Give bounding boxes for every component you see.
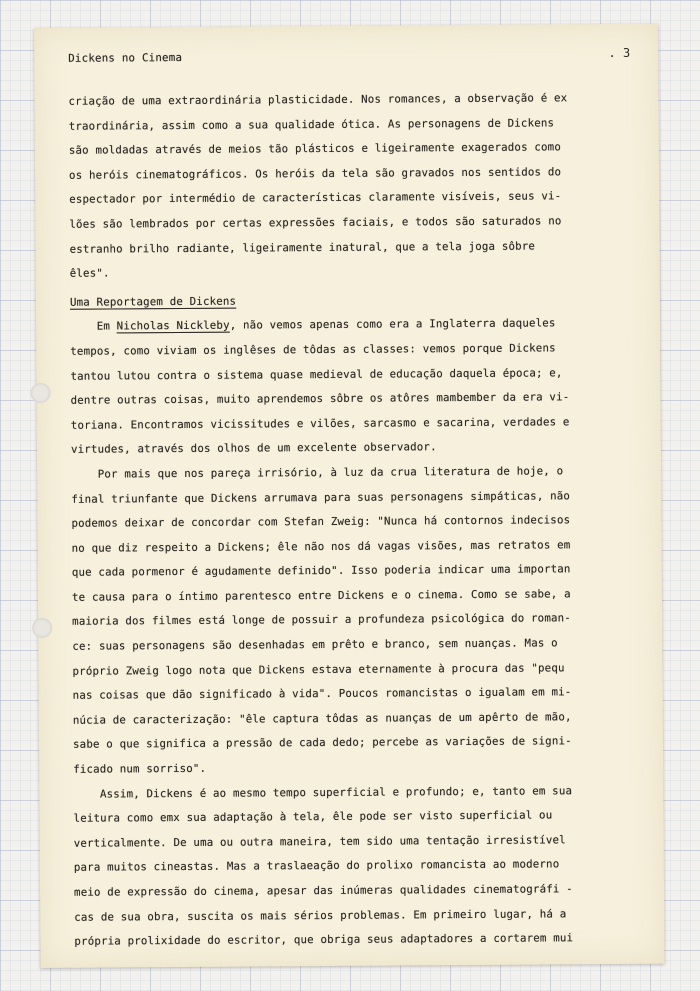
text-line: Por mais que nos pareça irrisório, à luz da crua literatura de hoje, o xyxy=(71,464,564,481)
page-number: . 3 xyxy=(608,45,631,60)
text-line: nas coisas que dão significado à vida". Poucos romancistas o igualam em mi- xyxy=(72,685,572,702)
text-line: podemos deixar de concordar com Stefan Zweig: "Nunca há contornos indecisos xyxy=(71,513,571,530)
text-line: virtudes, através dos olhos de um excelente observador. xyxy=(70,440,437,457)
text-line: dentre outras coisas, muito aprendemos sôbre os atôres mambember da era vi- xyxy=(70,390,570,407)
text-line: própria prolixidade do escritor, que obriga seus adaptadores a cortarem mui xyxy=(74,931,574,948)
text-fragment: Em xyxy=(70,319,117,334)
text-line: núcia de caracterização: "êle captura tôdas as nuanças de um apêrto de mão, xyxy=(72,710,572,727)
text-line: no que diz respeito a Dickens; êle não nos dá vagas visões, mas retratos em xyxy=(71,537,571,555)
text-line: ce: suas personagens são desenhadas em prêto e branco, sem nuanças. Mas o xyxy=(72,636,558,653)
text-line: espectador por intermédio de características claramente visíveis, seus vi- xyxy=(69,189,562,207)
text-fragment: , não vemos apenas como era a Inglaterra daqueles xyxy=(229,316,556,332)
text-line: para muitos cineastas. Mas a traslaeação do prolixo romancista ao moderno xyxy=(73,857,560,875)
text-line: ficado num sorriso". xyxy=(73,761,207,776)
text-line: que cada pormenor é agudamente definido". Isso poderia indicar uma importan xyxy=(71,562,571,580)
text-line: maioria dos filmes está longe de possuir a profundeza psicológica do roman- xyxy=(72,611,571,629)
text-line: leitura como emx sua adaptação à tela, êle pode ser visto superficial ou xyxy=(73,808,553,825)
book-title: Nicholas Nickleby xyxy=(116,318,230,333)
text-line: próprio Zweig logo nota que Dickens estava eternamente à procura das "pequ xyxy=(72,660,565,678)
text-line: os heróis cinematográficos. Os heróis da tela são gravados nos sentidos do xyxy=(68,165,562,182)
text-line: criação de uma extraordinária plasticidade. Nos romances, a observação é ex xyxy=(68,91,568,108)
punch-hole xyxy=(32,618,52,638)
punch-hole xyxy=(30,383,50,403)
text-line: sabe o que significa a pressão de cada dedo; percebe as variações de signi- xyxy=(72,734,572,752)
text-line: te causa para o íntimo parentesco entre Dickens e o cinema. Como se sabe, a xyxy=(71,587,571,604)
text-line: estranho brilho radiante, ligeiramente inatural, que a tela joga sôbre xyxy=(69,239,536,256)
text-line: tantou lutou contra o sistema quase medieval de educação daquela época; e, xyxy=(70,365,563,383)
typewritten-page xyxy=(34,24,665,968)
text-line: final triunfante que Dickens arrumava para suas personagens simpáticas, não xyxy=(71,488,571,506)
text-line: traordinária, assim como a sua qualidade ótica. As personagens de Dickens xyxy=(68,115,555,133)
text-line: meio de expressão do cinema, apesar das inúmeras qualidades cinematográfi - xyxy=(73,882,573,899)
section-heading: Uma Reportagem de Dickens xyxy=(69,294,237,309)
text-line: tempos, como viviam os inglêses de tôdas as classes: vemos porque Dickens xyxy=(70,341,556,358)
running-header: Dickens no Cinema xyxy=(68,50,183,65)
text-line: Assim, Dickens é ao mesmo tempo superficial e profundo; e, tanto em sua xyxy=(73,783,573,801)
text-line: cas de sua obra, suscita os mais sérios problemas. Em primeiro lugar, há a xyxy=(74,906,567,924)
text-line: lões são lembrados por certas expressões faciais, e todos são saturados no xyxy=(69,214,562,231)
text-line: verticalmente. De uma ou outra maneira, tem sido uma tentação irresistível xyxy=(73,833,566,850)
text-line: toriana. Encontramos vicissitudes e vilões, sarcasmo e sacarina, verdades e xyxy=(70,414,570,432)
text-line: são moldadas através de meios tão plásticos e ligeiramente exagerados como xyxy=(68,140,562,157)
page-body xyxy=(68,86,656,955)
text-line: êles". xyxy=(69,266,110,280)
